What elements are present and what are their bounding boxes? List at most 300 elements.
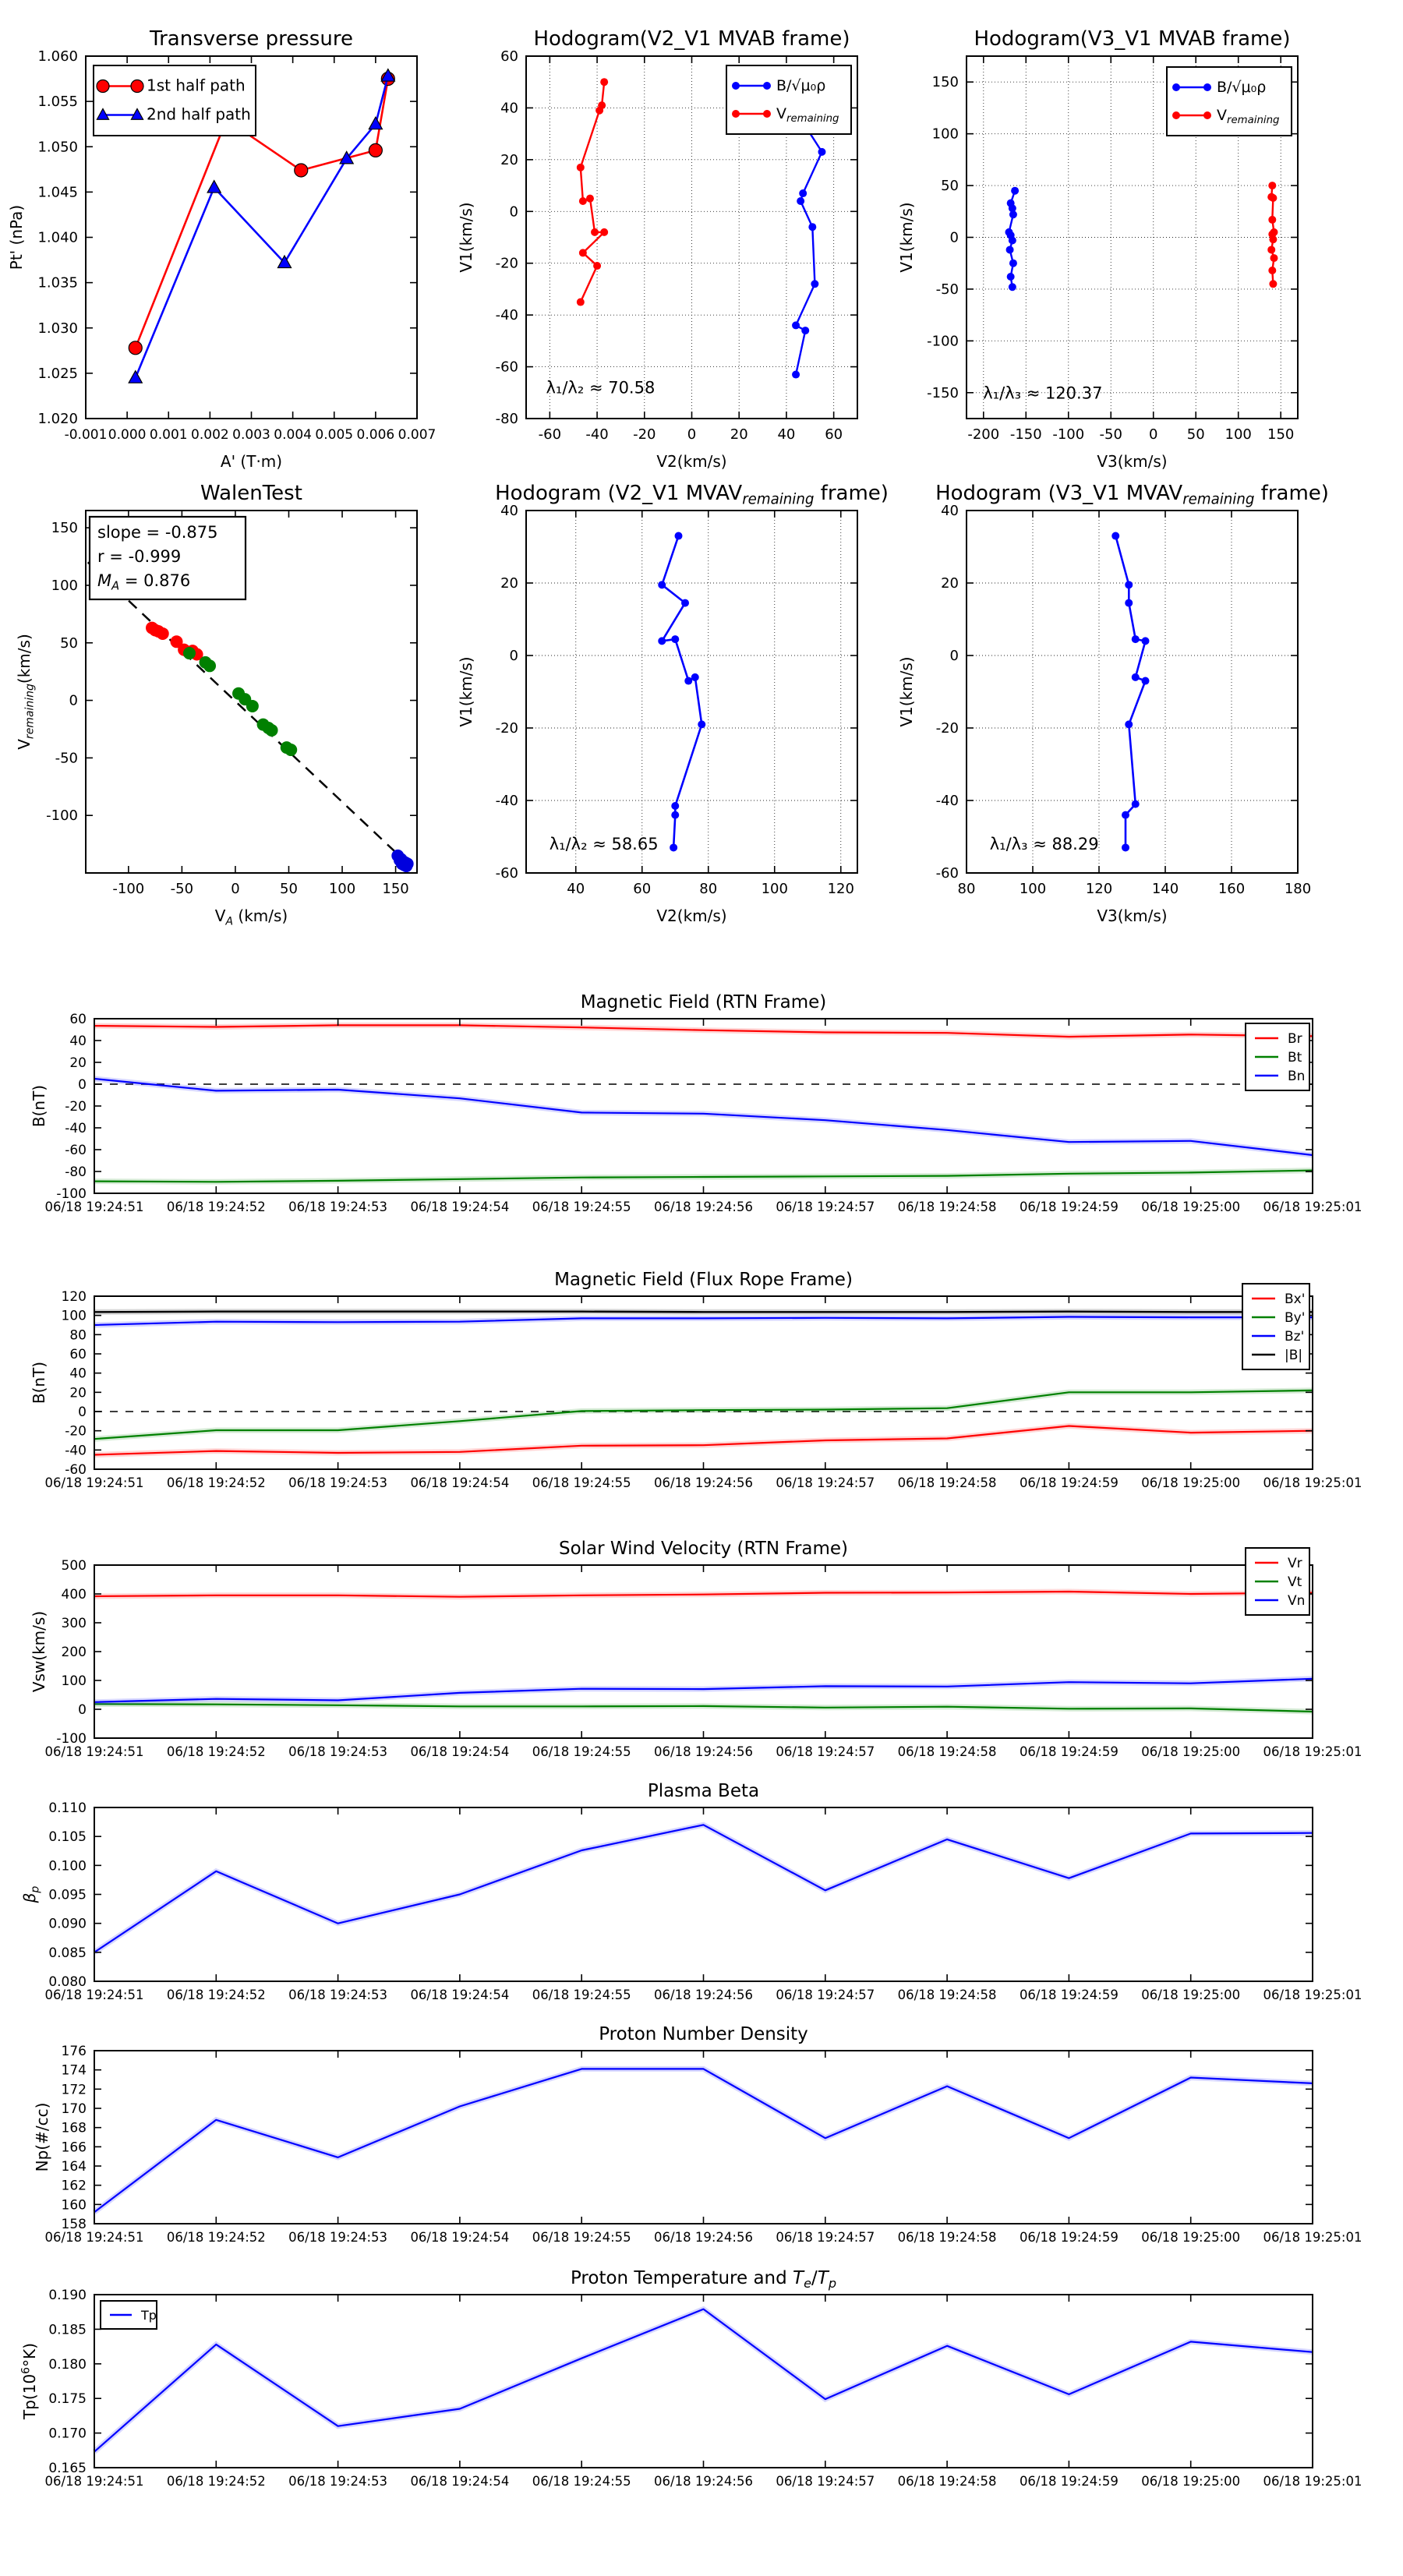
hodogram-v2v1-mvab-legend <box>726 65 851 134</box>
x-tick-label: 06/18 19:24:58 <box>897 2230 997 2245</box>
x-tick-label: 06/18 19:24:59 <box>1019 1744 1119 1759</box>
y-tick-label: 0 <box>78 1077 87 1093</box>
y-tick-label: 160 <box>61 2197 87 2214</box>
x-tick-label: 06/18 19:25:01 <box>1263 1475 1362 1490</box>
data-point <box>1009 260 1017 267</box>
x-tick-label: 06/18 19:24:55 <box>532 1200 631 1214</box>
data-point <box>691 673 699 681</box>
x-tick-label: 06/18 19:24:56 <box>654 1475 753 1490</box>
data-point <box>818 148 825 156</box>
y-tick-label: 0.185 <box>48 2322 87 2338</box>
y-tick-label: 1.050 <box>37 139 78 156</box>
y-tick-label: -60 <box>65 1462 87 1478</box>
legend-marker <box>763 82 771 90</box>
x-tick-label: 06/18 19:24:55 <box>532 1475 631 1490</box>
y-tick-label: 0.190 <box>48 2288 87 2303</box>
data-point <box>266 724 278 737</box>
y-tick-label: 176 <box>61 2044 87 2059</box>
legend-marker <box>1172 111 1180 119</box>
y-tick-label: 0 <box>78 1405 87 1420</box>
magnetic-field-rtn-legend <box>1246 1023 1309 1090</box>
legend-label: Bx' <box>1285 1292 1306 1307</box>
x-tick-label: 0.002 <box>191 427 229 443</box>
data-point <box>1142 637 1150 645</box>
transverse-pressure-ylabel: Pt' (nPa) <box>7 204 26 270</box>
proton-temperature-ylabel: $Tp(10^6^\circ K)$ <box>19 2342 39 2420</box>
data-point <box>671 811 679 819</box>
x-tick-label: 180 <box>1284 881 1312 897</box>
x-tick-label: 06/18 19:24:59 <box>1019 1200 1119 1214</box>
y-tick-label: -100 <box>46 807 78 825</box>
legend-marker <box>97 80 109 93</box>
data-point <box>1269 235 1277 243</box>
data-point <box>1132 673 1140 681</box>
x-tick-label: 06/18 19:24:59 <box>1019 1475 1119 1490</box>
data-point <box>591 228 599 236</box>
x-tick-label: 06/18 19:25:01 <box>1263 1200 1362 1214</box>
x-tick-label: 100 <box>1225 426 1252 443</box>
legend-label: B/√μ₀ρ <box>1217 79 1267 96</box>
data-point <box>595 107 603 115</box>
data-point <box>671 802 679 810</box>
x-tick-label: 0 <box>231 881 240 897</box>
x-tick-label: 06/18 19:24:58 <box>897 1475 997 1490</box>
x-tick-label: -100 <box>112 881 145 897</box>
y-tick-label: 166 <box>61 2140 87 2156</box>
hodogram-v2v1-mvav-title: Hodogram (V2_V1 $MVAV_{remaining}$ frame) <box>495 482 889 508</box>
x-tick-label: 06/18 19:24:58 <box>897 1988 997 2002</box>
data-point <box>203 659 216 672</box>
x-tick-label: 06/18 19:25:00 <box>1141 1475 1241 1490</box>
y-tick-label: 0.085 <box>48 1945 87 1961</box>
data-point <box>1006 246 1014 253</box>
proton-number-density-title: Proton Number Density <box>599 2024 808 2044</box>
data-point <box>1125 720 1133 728</box>
stats-line: slope = -0.875 <box>97 523 218 542</box>
magnetic-field-flux-rope-ylabel: B(nT) <box>30 1361 48 1405</box>
y-tick-label: 60 <box>69 1012 87 1027</box>
data-point <box>1268 216 1276 224</box>
magnetic-field-rtn-x-tick-labels <box>45 1200 1362 1214</box>
legend-marker <box>1203 83 1211 91</box>
x-tick-label: 50 <box>1186 426 1205 443</box>
x-tick-label: 06/18 19:24:52 <box>166 2230 266 2245</box>
y-tick-label: 20 <box>500 151 518 168</box>
x-tick-label: 0.006 <box>356 427 395 443</box>
x-tick-label: 06/18 19:24:52 <box>166 1475 266 1490</box>
transverse-pressure-y-tick-labels <box>37 48 78 427</box>
x-tick-label: 06/18 19:24:55 <box>532 1988 631 2002</box>
x-tick-label: 80 <box>957 881 976 897</box>
y-tick-label: 0.100 <box>48 1858 87 1875</box>
y-tick-label: -40 <box>65 1121 87 1136</box>
x-tick-label: 80 <box>699 881 718 897</box>
y-tick-label: 0.105 <box>48 1829 87 1846</box>
x-tick-label: 0 <box>687 426 697 443</box>
x-tick-label: -0.001 <box>64 427 108 443</box>
data-point <box>658 637 666 645</box>
hodogram-v3v1-mvav-xlabel: V3(km/s) <box>1097 906 1168 925</box>
y-tick-label: 80 <box>69 1327 87 1344</box>
proton-temperature-title: Proton Temperature and $T_e/T_p$ <box>570 2268 837 2292</box>
legend-marker <box>763 110 771 118</box>
data-point <box>801 327 809 334</box>
x-tick-label: 06/18 19:24:51 <box>44 1200 144 1214</box>
solar-wind-velocity-x-tick-labels <box>45 1744 1362 1759</box>
legend-marker <box>131 80 143 93</box>
data-point <box>792 321 800 329</box>
x-tick-label: 06/18 19:24:54 <box>410 2230 510 2245</box>
x-tick-label: -150 <box>1009 426 1042 443</box>
y-tick-label: -20 <box>495 720 518 737</box>
y-tick-label: 0.095 <box>48 1887 87 1903</box>
y-tick-label: 0.165 <box>48 2461 87 2476</box>
data-point <box>1009 236 1016 244</box>
legend-marker <box>732 110 740 118</box>
y-tick-label: -80 <box>65 1164 87 1180</box>
x-tick-label: 40 <box>777 426 796 443</box>
y-tick-label: -100 <box>56 1186 87 1202</box>
transverse-pressure-x-tick-labels <box>65 427 436 443</box>
y-tick-label: -100 <box>927 333 959 350</box>
legend-label: Br <box>1288 1031 1302 1047</box>
y-tick-label: 50 <box>941 178 959 195</box>
y-tick-label: -40 <box>495 307 518 324</box>
y-tick-label: 0 <box>509 203 518 221</box>
y-tick-label: 150 <box>51 520 78 537</box>
hodogram-v3v1-mvab-ylabel: V1(km/s) <box>897 202 916 273</box>
data-point <box>1132 800 1140 808</box>
data-point <box>1267 246 1275 253</box>
stats-line: $M_A = 0.876$ <box>97 571 191 593</box>
magnetic-field-rtn-ylabel: B(nT) <box>30 1084 48 1128</box>
x-tick-label: 06/18 19:24:59 <box>1019 1988 1119 2002</box>
x-tick-label: 0.000 <box>108 427 147 443</box>
y-tick-label: 1.040 <box>37 229 78 246</box>
walen-test-ylabel: $V_{remaining}(km/s)$ <box>15 634 37 750</box>
x-tick-label: 06/18 19:25:00 <box>1141 1988 1241 2002</box>
data-point <box>684 677 692 685</box>
data-point <box>1125 599 1133 607</box>
x-tick-label: 06/18 19:25:00 <box>1141 2474 1241 2489</box>
y-tick-label: 40 <box>500 100 518 117</box>
y-tick-label: 174 <box>61 2062 87 2079</box>
y-tick-label: 60 <box>500 48 518 65</box>
hodogram-v2v1-mvab-annotation: λ₁/λ₂ ≈ 70.58 <box>546 378 656 398</box>
x-tick-label: 06/18 19:25:00 <box>1141 1744 1241 1759</box>
x-tick-label: -50 <box>1099 426 1122 443</box>
x-tick-label: 06/18 19:24:52 <box>166 1744 266 1759</box>
data-point <box>1142 677 1150 685</box>
x-tick-label: 06/18 19:24:56 <box>654 2474 753 2489</box>
data-point <box>1269 194 1277 202</box>
data-point <box>698 720 705 728</box>
y-tick-label: -20 <box>495 255 518 272</box>
solar-wind-velocity-ylabel: Vsw(km/s) <box>30 1610 48 1693</box>
x-tick-label: 06/18 19:24:53 <box>288 1200 388 1214</box>
legend-label: B/√μ₀ρ <box>776 77 826 94</box>
x-tick-label: 06/18 19:25:01 <box>1263 1744 1362 1759</box>
y-tick-label: 20 <box>69 1385 87 1401</box>
y-tick-label: 500 <box>61 1558 87 1574</box>
legend-marker <box>1172 83 1180 91</box>
x-tick-label: 06/18 19:25:01 <box>1263 2474 1362 2489</box>
x-tick-label: -50 <box>170 881 194 897</box>
y-tick-label: 20 <box>941 575 959 592</box>
x-tick-label: 140 <box>1151 881 1179 897</box>
y-tick-label: 1.055 <box>37 94 78 111</box>
x-tick-label: 06/18 19:25:00 <box>1141 2230 1241 2245</box>
magnetic-field-flux-rope-x-tick-labels <box>45 1475 1362 1490</box>
plasma-beta-ylabel: $\beta_p$ <box>20 1885 42 1903</box>
solar-wind-velocity-title: Solar Wind Velocity (RTN Frame) <box>558 1539 849 1559</box>
x-tick-label: 06/18 19:24:56 <box>654 1988 753 2002</box>
y-tick-label: -60 <box>935 865 959 882</box>
y-tick-label: -20 <box>65 1099 87 1115</box>
y-tick-label: 158 <box>61 2217 87 2232</box>
x-tick-label: 06/18 19:24:56 <box>654 1744 753 1759</box>
x-tick-label: 06/18 19:25:01 <box>1263 2230 1362 2245</box>
legend-label: |B| <box>1285 1348 1303 1363</box>
data-point <box>577 164 585 171</box>
y-tick-label: 40 <box>69 1034 87 1049</box>
hodogram-v3v1-mvav-title: Hodogram (V3_V1 $MVAV_{remaining}$ frame) <box>935 482 1329 508</box>
y-tick-label: 0 <box>509 648 518 664</box>
y-tick-label: 170 <box>61 2101 87 2117</box>
data-point <box>670 843 677 851</box>
data-point <box>1011 187 1019 195</box>
data-point <box>658 581 666 588</box>
y-tick-label: -60 <box>495 865 518 882</box>
data-point <box>579 249 587 256</box>
x-tick-label: 0.004 <box>274 427 312 443</box>
data-point <box>681 599 689 607</box>
hodogram-v3v1-mvab-title: Hodogram(V3_V1 MVAB frame) <box>974 27 1291 51</box>
x-tick-label: 60 <box>633 881 652 897</box>
y-tick-label: 1.045 <box>37 184 78 201</box>
x-tick-label: 06/18 19:24:54 <box>410 1744 510 1759</box>
y-tick-label: 0 <box>949 648 959 664</box>
hodogram-v3v1-mvab-annotation: λ₁/λ₃ ≈ 120.37 <box>983 383 1103 403</box>
legend-label: 1st half path <box>147 76 246 95</box>
legend-label: Tp <box>141 2308 157 2323</box>
y-tick-label: 0 <box>949 229 959 246</box>
y-tick-label: 50 <box>60 634 78 652</box>
x-tick-label: 06/18 19:24:55 <box>532 2230 631 2245</box>
x-tick-label: 120 <box>1085 881 1113 897</box>
hodogram-v3v1-mvab-legend <box>1167 67 1292 136</box>
data-point <box>1122 811 1129 819</box>
data-point <box>600 228 608 236</box>
transverse-pressure-legend <box>94 65 256 136</box>
y-tick-label: -40 <box>935 793 959 809</box>
data-point <box>1007 273 1015 281</box>
x-tick-label: 06/18 19:24:51 <box>44 2474 144 2489</box>
data-point <box>1125 581 1133 588</box>
x-tick-label: 06/18 19:24:52 <box>166 2474 266 2489</box>
walen-test-xlabel: $V_A$ (km/s) <box>214 906 288 928</box>
x-tick-label: -20 <box>633 426 656 443</box>
y-tick-label: 100 <box>51 577 78 594</box>
y-tick-label: 0.175 <box>48 2391 87 2408</box>
stats-line: r = -0.999 <box>97 547 182 566</box>
x-tick-label: 06/18 19:24:52 <box>166 1200 266 1214</box>
x-tick-label: 100 <box>328 881 356 897</box>
y-tick-label: 164 <box>61 2159 87 2175</box>
magnetic-field-flux-rope-legend <box>1242 1284 1309 1369</box>
hodogram-v2v1-mvav-xlabel: V2(km/s) <box>656 906 727 925</box>
x-tick-label: 06/18 19:24:54 <box>410 1475 510 1490</box>
data-point <box>1268 267 1276 274</box>
x-tick-label: 06/18 19:24:54 <box>410 1988 510 2002</box>
transverse-pressure-xlabel: A' (T·m) <box>220 452 283 471</box>
x-tick-label: 60 <box>825 426 843 443</box>
y-tick-label: 100 <box>931 125 959 143</box>
x-tick-label: 06/18 19:24:55 <box>532 2474 631 2489</box>
legend-label: Bz' <box>1285 1329 1305 1345</box>
y-tick-label: 0 <box>78 1702 87 1718</box>
x-tick-label: 50 <box>280 881 298 897</box>
y-tick-label: 0 <box>69 692 78 709</box>
y-tick-label: -40 <box>495 793 518 809</box>
hodogram-v3v1-mvav-ylabel: V1(km/s) <box>897 656 916 727</box>
data-point <box>1132 635 1140 643</box>
y-tick-label: 100 <box>61 1673 87 1689</box>
x-tick-label: 06/18 19:24:55 <box>532 1744 631 1759</box>
data-point <box>593 262 601 270</box>
proton-temperature-legend <box>101 2301 157 2329</box>
data-point <box>1122 843 1129 851</box>
data-point <box>579 197 587 205</box>
y-tick-label: -40 <box>65 1443 87 1459</box>
x-tick-label: 06/18 19:24:56 <box>654 1200 753 1214</box>
y-tick-label: 300 <box>61 1616 87 1631</box>
y-tick-label: 172 <box>61 2082 87 2098</box>
walen-test-title: WalenTest <box>200 482 302 505</box>
walen-test-stats-box <box>90 517 246 599</box>
legend-label: Vn <box>1288 1593 1306 1609</box>
proton-number-density-ylabel: Np(#/cc) <box>33 2102 51 2172</box>
data-point <box>129 341 142 355</box>
legend-label: $V_{remaining}$ <box>1217 107 1280 127</box>
y-tick-label: 0.090 <box>48 1916 87 1932</box>
x-tick-label: 06/18 19:24:53 <box>288 2230 388 2245</box>
y-tick-label: 162 <box>61 2178 87 2194</box>
x-tick-label: 06/18 19:24:52 <box>166 1988 266 2002</box>
y-tick-label: 100 <box>61 1308 87 1324</box>
x-tick-label: 150 <box>1267 426 1295 443</box>
data-point <box>183 647 196 659</box>
legend-label: 2nd half path <box>147 104 251 124</box>
legend-label: Vt <box>1288 1574 1302 1590</box>
data-point <box>394 854 406 867</box>
hodogram-v3v1-mvab-xlabel: V3(km/s) <box>1097 452 1168 471</box>
x-tick-label: 06/18 19:24:53 <box>288 1475 388 1490</box>
y-tick-label: -50 <box>935 281 959 298</box>
x-tick-label: -200 <box>967 426 1000 443</box>
x-tick-label: 0.005 <box>315 427 354 443</box>
x-tick-label: 06/18 19:24:51 <box>44 1475 144 1490</box>
proton-number-density-x-tick-labels <box>45 2230 1362 2245</box>
x-tick-label: 150 <box>382 881 409 897</box>
y-tick-label: -50 <box>55 750 78 767</box>
x-tick-label: 06/18 19:24:51 <box>44 1988 144 2002</box>
y-tick-label: 150 <box>931 74 959 91</box>
x-tick-label: 06/18 19:24:51 <box>44 1744 144 1759</box>
data-point <box>600 78 608 86</box>
plasma-beta-title: Plasma Beta <box>647 1781 760 1801</box>
y-tick-label: 120 <box>61 1289 87 1305</box>
x-tick-label: 06/18 19:24:53 <box>288 1988 388 2002</box>
x-tick-label: 06/18 19:24:53 <box>288 2474 388 2489</box>
data-point <box>1268 182 1276 189</box>
y-tick-label: 1.030 <box>37 320 78 337</box>
x-tick-label: 06/18 19:24:57 <box>776 1744 875 1759</box>
x-tick-label: 0.003 <box>232 427 270 443</box>
x-tick-label: 40 <box>567 881 585 897</box>
y-tick-label: -20 <box>935 720 959 737</box>
data-point <box>811 280 818 288</box>
y-tick-label: 40 <box>500 503 518 519</box>
legend-label: Bn <box>1288 1069 1306 1084</box>
data-point <box>284 744 297 756</box>
hodogram-v3v1-mvav-annotation: λ₁/λ₃ ≈ 88.29 <box>989 834 1099 853</box>
legend-marker <box>732 82 740 90</box>
hodogram-v2v1-mvav-ylabel: V1(km/s) <box>457 656 475 727</box>
x-tick-label: 0.007 <box>398 427 436 443</box>
x-tick-label: 06/18 19:24:57 <box>776 2474 875 2489</box>
y-tick-label: 40 <box>69 1366 87 1382</box>
x-tick-label: -40 <box>585 426 609 443</box>
data-point <box>1270 254 1278 262</box>
y-tick-label: 1.025 <box>37 365 78 382</box>
legend-label: By' <box>1285 1310 1306 1326</box>
data-point <box>808 223 816 231</box>
data-point <box>157 627 169 640</box>
x-tick-label: 06/18 19:24:57 <box>776 1988 875 2002</box>
solar-wind-velocity-legend <box>1246 1548 1309 1615</box>
y-tick-label: 0.110 <box>48 1800 87 1816</box>
data-point <box>1009 283 1016 291</box>
x-tick-label: 06/18 19:24:59 <box>1019 2230 1119 2245</box>
y-tick-label: -150 <box>927 384 959 401</box>
transverse-pressure-title: Transverse pressure <box>150 27 353 51</box>
data-point <box>369 143 382 157</box>
legend-marker <box>1203 111 1211 119</box>
data-point <box>1269 280 1277 288</box>
x-tick-label: -60 <box>538 426 562 443</box>
x-tick-label: 06/18 19:24:57 <box>776 1475 875 1490</box>
x-tick-label: 06/18 19:24:57 <box>776 2230 875 2245</box>
x-tick-label: 06/18 19:25:00 <box>1141 1200 1241 1214</box>
data-point <box>671 635 679 643</box>
x-tick-label: 06/18 19:24:53 <box>288 1744 388 1759</box>
x-tick-label: 06/18 19:24:57 <box>776 1200 875 1214</box>
x-tick-label: 100 <box>761 881 788 897</box>
y-tick-label: -80 <box>495 411 518 427</box>
legend-label: Bt <box>1288 1050 1302 1065</box>
plasma-beta-x-tick-labels <box>45 1988 1362 2002</box>
y-tick-label: 20 <box>69 1055 87 1071</box>
x-tick-label: 06/18 19:25:01 <box>1263 1988 1362 2002</box>
x-tick-label: 06/18 19:24:56 <box>654 2230 753 2245</box>
data-point <box>799 189 807 197</box>
x-tick-label: 160 <box>1217 881 1246 897</box>
magnetic-field-flux-rope-title: Magnetic Field (Flux Rope Frame) <box>554 1270 853 1290</box>
legend-label: $V_{remaining}$ <box>776 105 839 125</box>
y-tick-label: 200 <box>61 1645 87 1660</box>
y-tick-label: 168 <box>61 2120 87 2136</box>
